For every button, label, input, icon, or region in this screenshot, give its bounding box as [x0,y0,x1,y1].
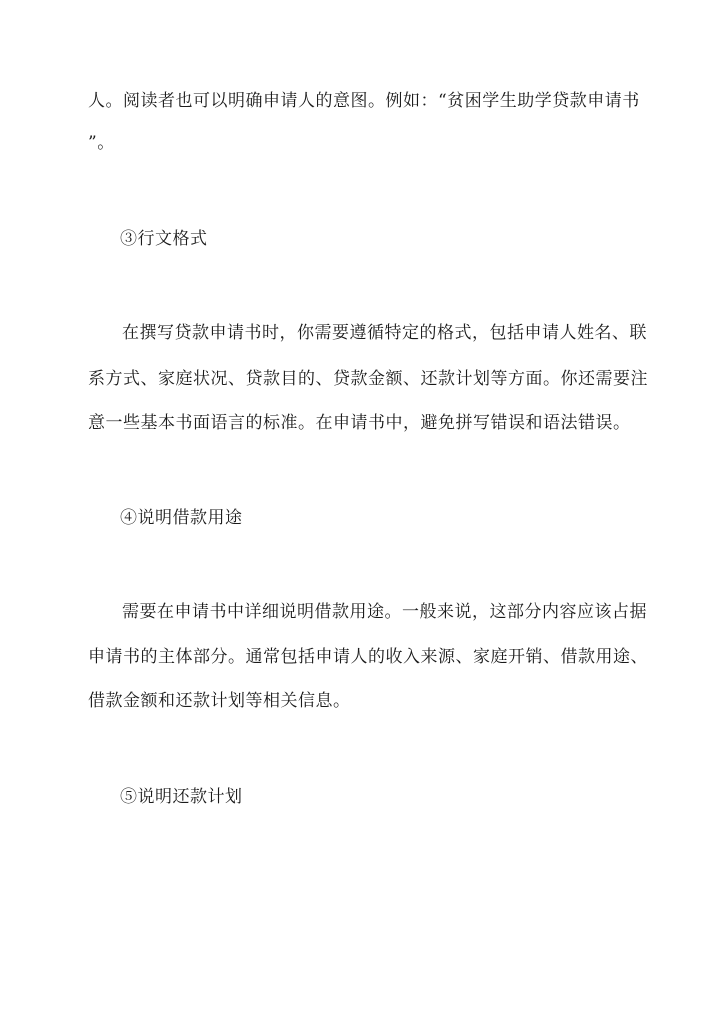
section-3-line-1: 在撰写贷款申请书时，你需要遵循特定的格式，包括申请人姓名、联 [122,323,647,343]
section-5-heading: ⑤说明还款计划 [120,787,243,807]
section-4-line-3: 借款金额和还款计划等相关信息。 [88,691,351,711]
section-4-line-1: 需要在申请书中详细说明借款用途。一般来说，这部分内容应该占据 [122,602,647,622]
intro-line-2: ”。 [88,133,115,153]
section-3-heading: ③行文格式 [120,229,208,249]
section-4-line-2: 申请书的主体部分。通常包括申请人的收入来源、家庭开销、借款用途、 [88,647,648,667]
section-4-heading: ④说明借款用途 [120,508,243,528]
section-3-line-3: 意一些基本书面语言的标准。在申请书中，避免拼写错误和语法错误。 [88,413,631,433]
section-3-line-2: 系方式、家庭状况、贷款目的、贷款金额、还款计划等方面。你还需要注 [88,369,648,389]
intro-line-1: 人。阅读者也可以明确申请人的意图。例如：“贫困学生助学贷款申请书 [88,91,640,111]
